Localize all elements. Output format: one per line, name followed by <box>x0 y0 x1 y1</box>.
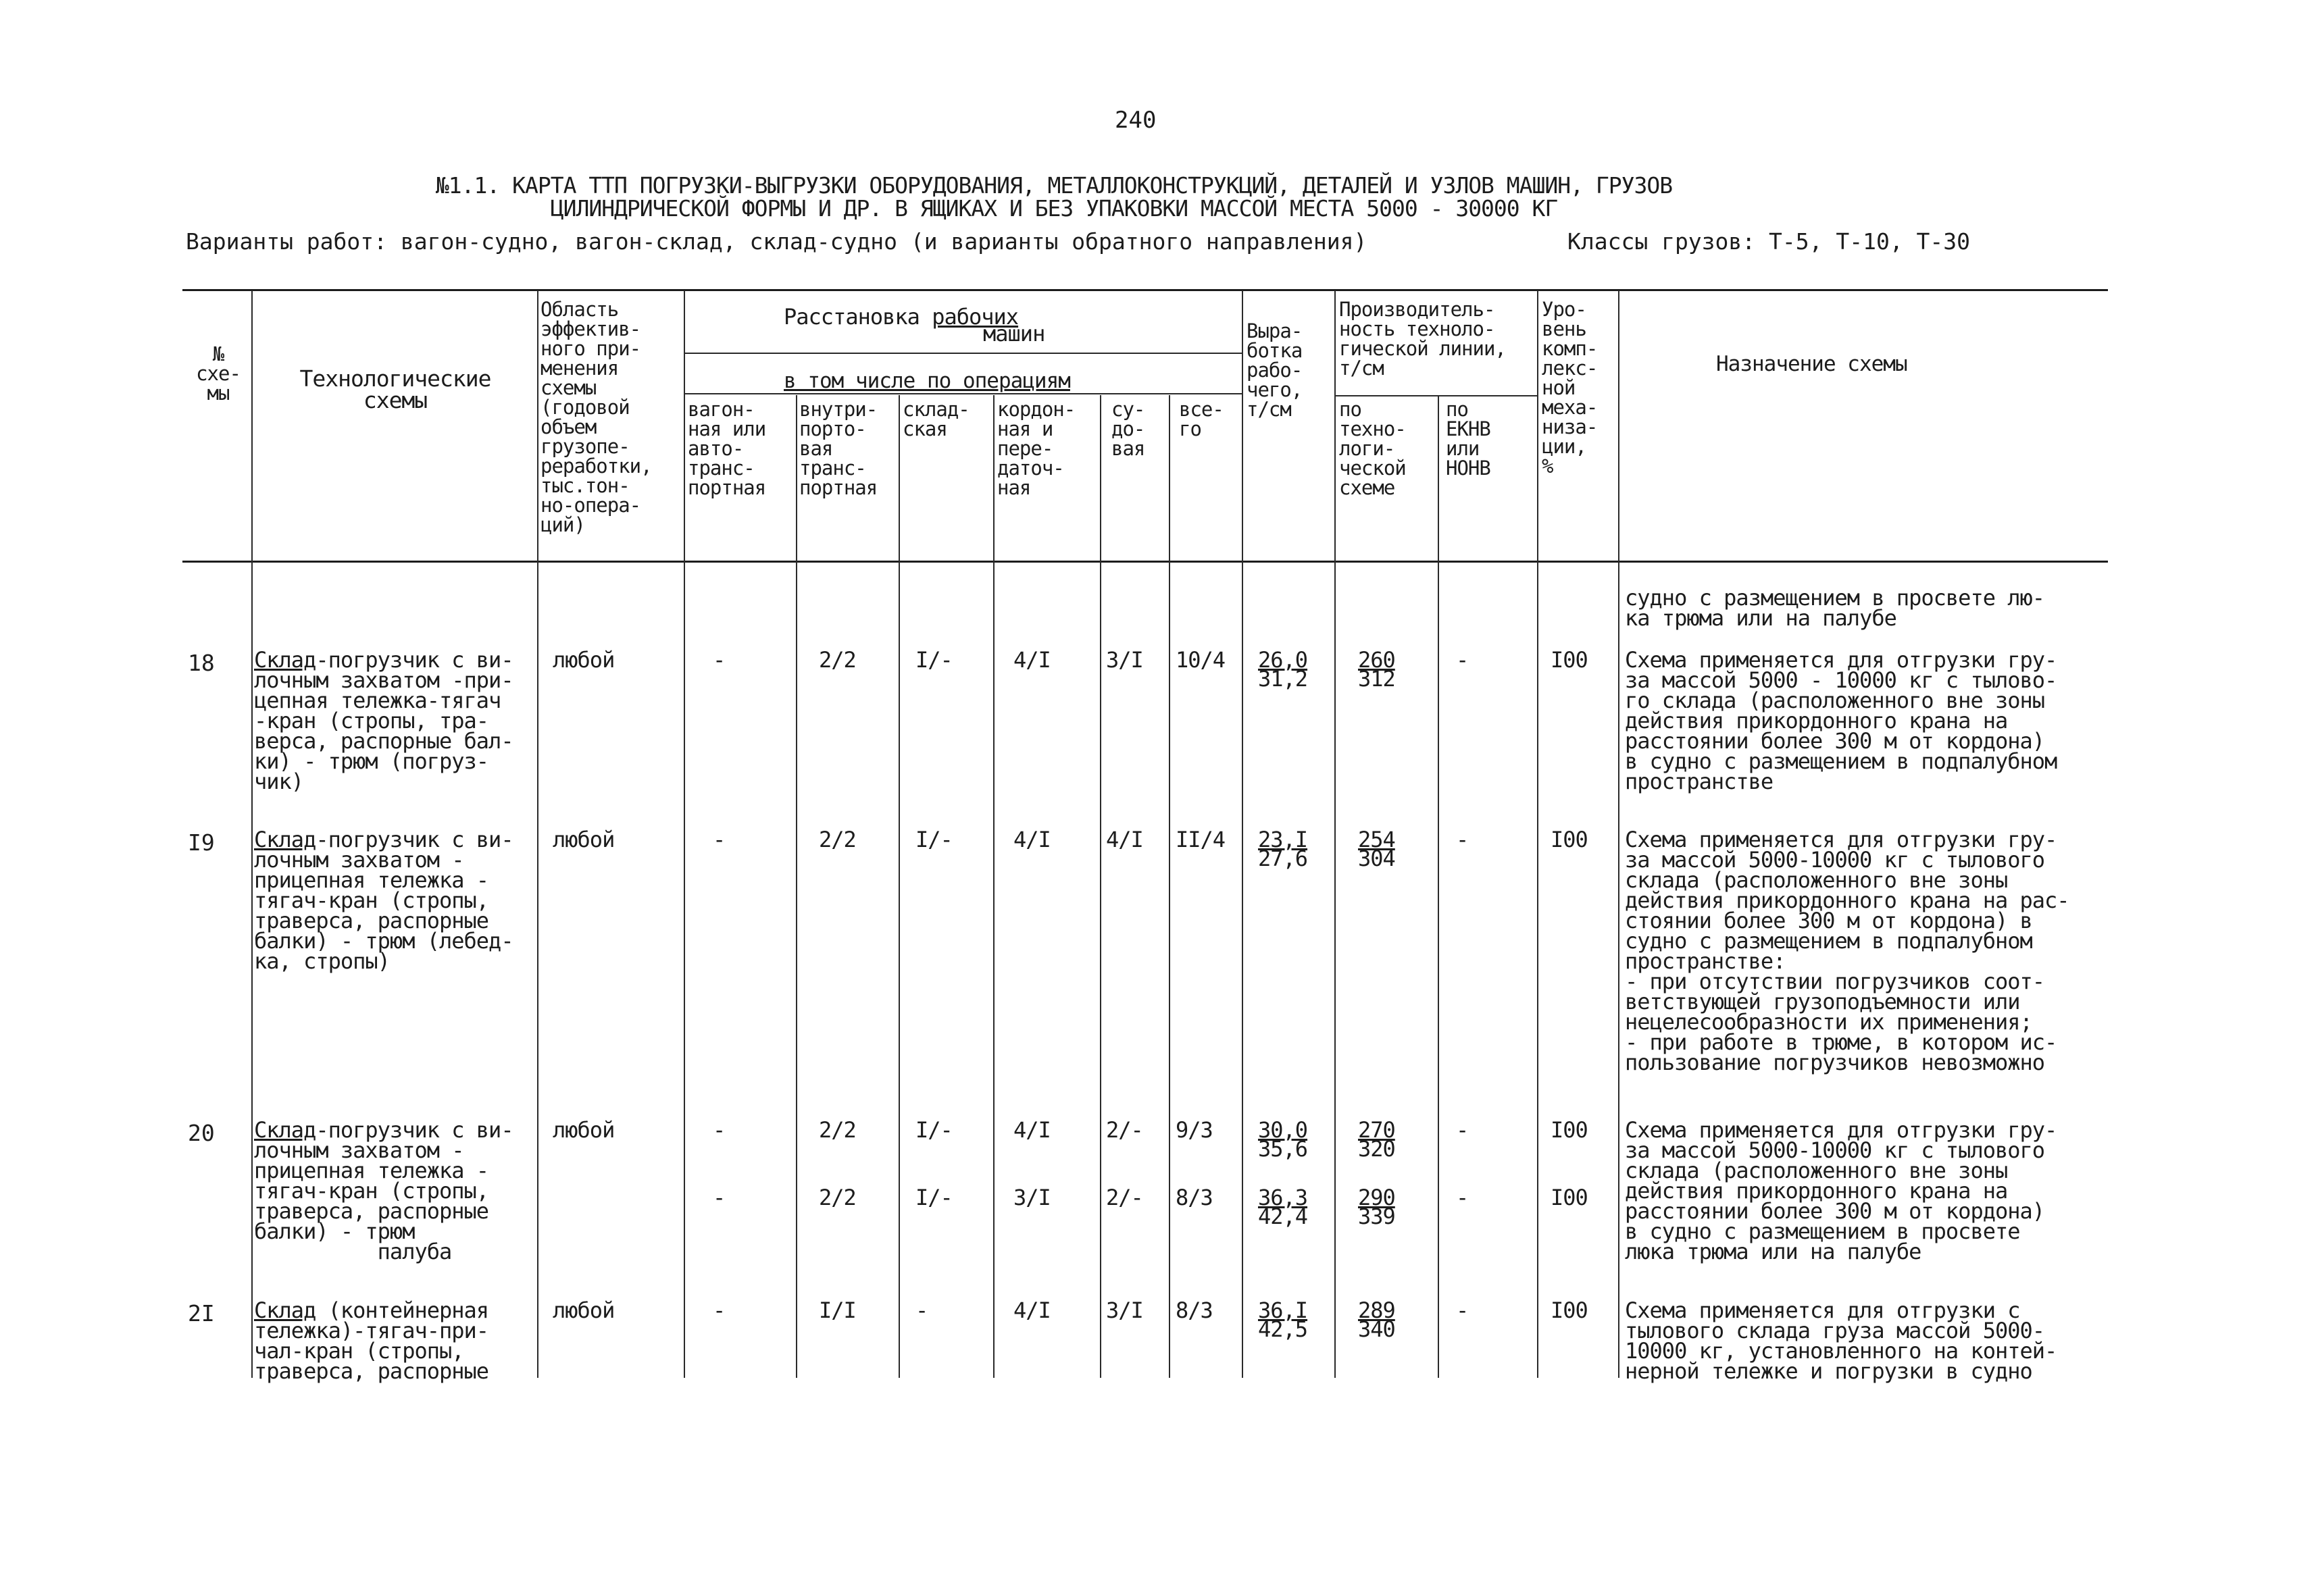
col-divider <box>1438 395 1439 1378</box>
table-row-19-scheme <box>254 827 513 974</box>
scheme-warehouse-label: Склад <box>254 1297 316 1323</box>
cargo-classes: Классы грузов: Т-5, Т-10, Т-30 <box>1567 228 1971 255</box>
header-purpose: Назначение схемы <box>1716 352 1907 376</box>
header-sub-rule <box>684 393 1242 394</box>
table-row-19-area: любой <box>553 827 615 852</box>
table-row-20b-perf-top: 290 <box>1358 1185 1395 1210</box>
table-row-20-perf-bottom: 320 <box>1358 1136 1395 1162</box>
table-row-19-perf-bottom: 304 <box>1358 846 1395 871</box>
header-op-port: внутри- порто- вая транс- портная <box>799 398 878 499</box>
header-sub-rule <box>684 353 1242 354</box>
table-row-21-output-top: 36,I <box>1258 1297 1308 1323</box>
table-top-rule <box>182 289 2108 291</box>
scheme-text: (контейнерная тележка)-тягач-при- чал-кран (стропы, траверса, распорные <box>254 1297 489 1384</box>
table-row-20-perf-norms: - <box>1456 1117 1469 1143</box>
col-divider <box>1169 395 1170 1378</box>
header-placement-machines: машин <box>983 321 1045 346</box>
table-row-18-area: любой <box>553 647 615 673</box>
col-divider <box>537 290 538 1378</box>
table-row-20-level: I00 <box>1551 1117 1588 1143</box>
table-row-18-purpose: Схема применяется для отгрузки гру- за массой 5000 - 10000 кг с тылово- го склада (расположенного вне зоны действия прикордонного крана на расстоянии более 300 м от кордона) в судно с размещением в подпалубном пространстве <box>1625 647 2057 794</box>
header-by-operations: в том числе по операциям <box>784 369 1070 393</box>
table-row-21-purpose: Схема применяется для отгрузки с тылового склада груза массой 5000- 10000 кг, установленного на контей- нерной тележке и погрузки в судно <box>1625 1297 2057 1384</box>
table-row-19-output-bottom: 27,6 <box>1258 846 1308 871</box>
scheme-text: -погрузчик с ви- лочным захватом -при- цепная тележка-тягач -кран (стропы, тра- верса, распорные бал- ки) - трюм (погруз- чик) <box>254 647 513 794</box>
table-row-21-op6: 8/3 <box>1176 1297 1213 1323</box>
table-row-19-number: I9 <box>188 829 215 856</box>
col-divider <box>1537 290 1538 1378</box>
table-row-21-perf-top: 289 <box>1358 1297 1395 1323</box>
table-row-19-op3: I/- <box>915 827 953 852</box>
header-op-quay: кордон- ная и пере- даточ- ная <box>997 398 1076 499</box>
table-row-20b-level: I00 <box>1551 1185 1588 1210</box>
table-row-20-op4: 4/I <box>1013 1117 1051 1143</box>
scheme-warehouse-label: Склад <box>254 1117 316 1143</box>
header-sub-rule <box>1334 395 1537 396</box>
header-perf-scheme: по техно- логи- ческой схеме <box>1339 398 1406 499</box>
table-row-19-perf-norms: - <box>1456 827 1469 852</box>
header-area: Область эффектив- ного при- менения схемы (годовой объем грузопе- реработки, тыс.тон- но-опера- ций) <box>540 298 652 536</box>
col-divider <box>251 290 253 1378</box>
header-mechanization-level: Уро- вень комп- лекс- ной меха- низа- ции, % <box>1542 298 1598 478</box>
table-row-21-perf-norms: - <box>1456 1297 1469 1323</box>
header-performance: Производитель- ность техноло- гической линии, т/см <box>1339 298 1506 380</box>
table-row-21-area: любой <box>553 1297 615 1323</box>
col-divider <box>993 395 995 1378</box>
scheme-warehouse-label: Склад <box>254 647 316 673</box>
table-row-18-op4: 4/I <box>1013 647 1051 673</box>
table-row-20-op2: 2/2 <box>819 1117 856 1143</box>
table-row-20-purpose: Схема применяется для отгрузки гру- за массой 5000-10000 кг с тылового склада (расположенного вне зоны действия прикордонного крана на расстоянии более 300 м от кордона) в судно с размещением в просвете люка трюма или на палубе <box>1625 1117 2057 1264</box>
table-row-20b-perf-bottom: 339 <box>1358 1204 1395 1229</box>
table-row-19-op2: 2/2 <box>819 827 856 852</box>
table-row-19-perf-top: 254 <box>1358 827 1395 852</box>
table-row-20b-op6: 8/3 <box>1176 1185 1213 1210</box>
table-row-21-op1: - <box>713 1297 726 1323</box>
table-row-18-op5: 3/I <box>1106 647 1143 673</box>
table-row-21-op4: 4/I <box>1013 1297 1051 1323</box>
table-row-18-scheme <box>254 647 513 794</box>
table-row-19-op5: 4/I <box>1106 827 1143 852</box>
table-row-20b-output-top: 36,3 <box>1258 1185 1308 1210</box>
table-row-20-output-bottom: 35,6 <box>1258 1136 1308 1162</box>
table-row-20-perf-top: 270 <box>1358 1117 1395 1143</box>
table-row-18-number: 18 <box>188 650 215 676</box>
title-line-2: ЦИЛИНДРИЧЕСКОЙ ФОРМЫ И ДР. В ЯЩИКАХ И БЕЗ УПАКОВКИ МАССОЙ МЕСТА 5000 - 30000 КГ <box>550 195 1558 222</box>
table-row-21-number: 2I <box>188 1300 215 1327</box>
table-row-21-op3: - <box>915 1297 928 1323</box>
table-row-20-area: любой <box>553 1117 615 1143</box>
table-row-21-perf-bottom: 340 <box>1358 1316 1395 1342</box>
table-row-20-op5: 2/- <box>1106 1117 1143 1143</box>
table-row-18-op3: I/- <box>915 647 953 673</box>
title-line-1: №1.1. КАРТА ТТП ПОГРУЗКИ-ВЫГРУЗКИ ОБОРУДОВАНИЯ, МЕТАЛЛОКОНСТРУКЦИЙ, ДЕТАЛЕЙ И УЗЛОВ МАШИН, ГРУЗОВ <box>435 172 1673 199</box>
table-row-19-output-top: 23,I <box>1258 827 1308 852</box>
col-divider <box>1334 290 1336 1378</box>
table-row-20-number: 20 <box>188 1120 215 1146</box>
table-row-19-op1: - <box>713 827 726 852</box>
table-row-20b-op2: 2/2 <box>819 1185 856 1210</box>
table-row-20b-output-bottom: 42,4 <box>1258 1204 1308 1229</box>
table-row-20b-op3: I/- <box>915 1185 953 1210</box>
table-row-20b-perf-norms: - <box>1456 1185 1469 1210</box>
header-output: Выра- ботка рабо- чего, т/см <box>1247 319 1303 421</box>
header-perf-norms: по ЕКНВ или НОНВ <box>1446 398 1490 480</box>
table-row-18-perf-bottom: 312 <box>1358 666 1395 692</box>
table-row-21-output-bottom: 42,5 <box>1258 1316 1308 1342</box>
table-row-20b-op1: - <box>713 1185 726 1210</box>
header-op-warehouse: склад- ская <box>903 398 970 440</box>
header-scheme-number: № схе- мы <box>196 342 241 405</box>
table-row-20-scheme <box>254 1117 513 1264</box>
purpose-continuation: судно с размещением в просвете лю- ка трюма или на палубе <box>1625 585 2045 631</box>
table-row-20-op1: - <box>713 1117 726 1143</box>
table-row-19-purpose: Схема применяется для отгрузки гру- за массой 5000-10000 кг с тылового склада (расположенного вне зоны действия прикордонного крана на рас- стоянии более 300 м от кордона) в судно с размещением в подпалубном пространстве: - при отсутствии погрузчиков соот- ветствующей грузоподъемности или нецелесообразности их применения; - при работе в трюме, в котором ис- пользование погрузчиков невозможно <box>1625 827 2069 1075</box>
table-row-21-op5: 3/I <box>1106 1297 1143 1323</box>
table-row-20b-op5: 2/- <box>1106 1185 1143 1210</box>
table-row-21-op2: I/I <box>819 1297 856 1323</box>
table-row-18-perf-top: 260 <box>1358 647 1395 673</box>
header-placement-workers: рабочих <box>932 304 1019 330</box>
table-row-20-output-top: 30,0 <box>1258 1117 1308 1143</box>
table-row-20-op3: I/- <box>915 1117 953 1143</box>
col-divider <box>796 395 797 1378</box>
col-divider <box>1618 290 1619 1378</box>
table-row-18-output-top: 26,0 <box>1258 647 1308 673</box>
work-variants: Варианты работ: вагон-судно, вагон-склад, склад-судно (и варианты обратного направления) <box>186 228 1367 255</box>
table-row-18-perf-norms: - <box>1456 647 1469 673</box>
header-op-total: все- го <box>1179 398 1224 440</box>
scheme-text: -погрузчик с ви- лочным захватом - прицепная тележка - тягач-кран (стропы, траверса, распорные балки) - трюм палуба <box>254 1117 513 1264</box>
table-row-21-level: I00 <box>1551 1297 1588 1323</box>
table-row-20-op6: 9/3 <box>1176 1117 1213 1143</box>
header-tech-schemes: Технологические схемы <box>299 365 491 413</box>
table-row-19-op6: II/4 <box>1176 827 1226 852</box>
page-number: 240 <box>1115 107 1157 134</box>
table-row-18-op6: 10/4 <box>1176 647 1226 673</box>
document-title <box>345 174 1763 220</box>
col-divider <box>1242 290 1243 1378</box>
table-row-20b-op4: 3/I <box>1013 1185 1051 1210</box>
header-bottom-rule <box>182 561 2108 563</box>
scheme-warehouse-label: Склад <box>254 827 316 852</box>
table-row-18-op1: - <box>713 647 726 673</box>
header-op-wagon: вагон- ная или авто- транс- портная <box>688 398 766 499</box>
scheme-text: -погрузчик с ви- лочным захватом - прицепная тележка - тягач-кран (стропы, траверса, распорные балки) - трюм (лебед- ка, стропы) <box>254 827 513 974</box>
col-divider <box>899 395 900 1378</box>
header-op-ship: су- до- вая <box>1111 398 1145 460</box>
header-placement-label: Расстановка <box>784 304 920 330</box>
col-divider <box>1100 395 1101 1378</box>
table-row-18-level: I00 <box>1551 647 1588 673</box>
table-row-21-scheme <box>254 1297 489 1384</box>
table-row-18-op2: 2/2 <box>819 647 856 673</box>
table-row-19-op4: 4/I <box>1013 827 1051 852</box>
table-row-19-level: I00 <box>1551 827 1588 852</box>
table-row-18-output-bottom: 31,2 <box>1258 666 1308 692</box>
col-divider <box>684 290 685 1378</box>
